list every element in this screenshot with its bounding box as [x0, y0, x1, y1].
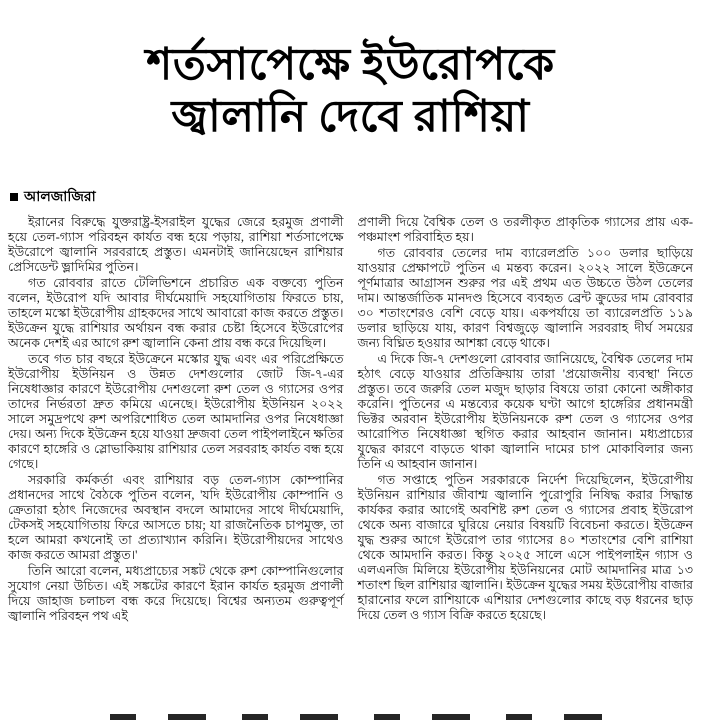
article-headline [0, 29, 701, 145]
article-body [0, 213, 701, 625]
left-column [8, 215, 344, 625]
paragraph: গত সপ্তাহে পুতিন সরকারকে নির্দেশ দিয়েছিলেন, ইউরোপীয় ইউনিয়ন রাশিয়ার জীবাশ্ম জ্বালানি পুরোপুরি নিষিদ্ধ করার সিদ্ধান্ত কার্যকর করার আগেই অবশিষ্ট রুশ তেল ও গ্যাসের প্রবাহ ইউরোপ থেকে অন্য বাজারে ঘুরিয়ে নেয়ার বিষয়টি বিবেচনা করতে। ইউক্রেন যুদ্ধ শুরুর আগে ইউরোপ তার গ্যাসের ৪০ শতাংশের বেশি রাশিয়া থেকে আমদানি করত। কিন্তু ২০২৫ সালে এসে পাইপলাইন গ্যাস ও এলএনজি মিলিয়ে ইউরোপীয় ইউনিয়নের মোট আমদানির মাত্র ১৩ শতাংশ ছিল রাশিয়ার জ্বালানি। ইউক্রেন যুদ্ধের সময় ইউরোপীয় বাজার হারানোর ফলে রাশিয়াকে এশিয়ার দেশগুলোর কাছে বড় ধরনের ছাড় দিয়ে তেল ও গ্যাস বিক্রি করতে হয়েছে। [357, 472, 693, 622]
headline-line-2: জ্বালানি দেবে রাশিয়া [171, 92, 530, 142]
paragraph: তিনি আরো বলেন, মধ্যপ্রাচ্যের সঙ্কট থেকে রুশ কোম্পানিগুলোর সুযোগ নেয়া উচিত। এই সঙ্কটের কারণে ইরান কার্যত হরমুজ প্রণালী দিয়ে জাহাজ চলাচল বন্ধ করে দিয়েছে। বিশ্বের অন্যতম গুরুত্বপূর্ণ জ্বালানি পরিবহন পথ এই [8, 563, 344, 623]
byline [0, 175, 701, 213]
paragraph: এ দিকে জি-৭ দেশগুলো রোববার জানিয়েছে, বৈশ্বিক তেলের দাম হঠাৎ বেড়ে যাওয়ার প্রতিক্রিয়ায় তারা 'প্রয়োজনীয় ব্যবস্থা' নিতে প্রস্তুত। তবে জরুরি তেল মজুদ ছাড়ার বিষয়ে তারা কোনো অঙ্গীকার করেনি। পুতিনের এ মন্তব্যের কয়েক ঘণ্টা আগে হাঙ্গেরির প্রধানমন্ত্রী ভিক্টর অরবান ইউরোপীয় ইউনিয়নকে রুশ তেল ও গ্যাসের ওপর আরোপিত নিষেধাজ্ঞা স্থগিত করার আহবান জানান। মধ্যপ্রাচ্যের যুদ্ধের কারণে বাড়তে থাকা জ্বালানি দামের চাপ মোকাবিলার জন্য তিনি এ আহবান জানান। [357, 351, 693, 471]
paragraph: সরকারি কর্মকর্তা এবং রাশিয়ার বড় তেল-গ্যাস কোম্পানির প্রধানদের সাথে বৈঠকে পুতিন বলেন, 'যদি ইউরোপীয় কোম্পানি ও ক্রেতারা হঠাৎ নিজেদের অবস্থান বদলে আমাদের সাথে দীর্ঘমেয়াদি, টেকসই সহযোগিতায় ফিরে আসতে চায়; যা রাজনৈতিক চাপমুক্ত, তা হলে আমরা কখনোই তা প্রত্যাখ্যান করিনি। ইউরোপীয়দের সাথেও কাজ করতে আমরা প্রস্তুত।' [8, 472, 344, 562]
paragraph: ইরানের বিরুদ্ধে যুক্তরাষ্ট্র-ইসরাইল যুদ্ধের জেরে হরমুজ প্রণালী হয়ে তেল-গ্যাস পরিবহন কার্যত বন্ধ হয়ে পড়ায়, রাশিয়া শর্তসাপেক্ষে ইউরোপে জ্বালানি সরবরাহে প্রস্তুত। এমনটাই জানিয়েছেন রাশিয়ার প্রেসিডেন্ট ভ্লাদিমির পুতিন। [8, 214, 344, 274]
headline-line-1: শর্তসাপেক্ষে ইউরোপকে [146, 40, 555, 90]
paragraph: তবে গত চার বছরে ইউক্রেনে মস্কোর যুদ্ধ এবং এর পরিপ্রেক্ষিতে ইউরোপীয় ইউনিয়ন ও উন্নত দেশগুলোর জোট জি-৭-এর নিষেধাজ্ঞার কারণে ইউরোপীয় দেশগুলো রুশ তেল ও গ্যাসের ওপর তাদের নির্ভরতা দ্রুত কমিয়ে এনেছে। ইউরোপীয় ইউনিয়ন ২০২২ সালে সমুদ্রপথে রুশ অপরিশোধিত তেল আমদানির ওপর নিষেধাজ্ঞা দেয়। অন্য দিকে ইউক্রেন হয়ে যাওয়া দ্রুজবা তেল পাইপলাইনে ক্ষতির কারণে হাঙ্গেরি ও স্লোভাকিয়ায় রাশিয়ার তেল সরবরাহ কার্যত বন্ধ হয়ে গেছে। [8, 351, 344, 471]
paragraph: গত রোববার রাতে টেলিভিশনে প্রচারিত এক বক্তব্যে পুতিন বলেন, ইউরোপ যদি আবার দীর্ঘমেয়াদি সহযোগিতায় ফিরতে চায়, তাহলে মস্কো ইউরোপীয় গ্রাহকদের সাথে আবারো কাজ করতে প্রস্তুত। ইউক্রেন যুদ্ধে রাশিয়ার অর্থায়ন বন্ধ করার চেষ্টা হিসেবে ইউরোপের অনেক দেশই এর আগে রুশ জ্বালানি কেনা প্রায় বন্ধ করে দিয়েছিল। [8, 275, 344, 350]
byline-square-bullet-icon [10, 193, 18, 201]
paragraph: গত রোববার তেলের দাম ব্যারেলপ্রতি ১০০ ডলার ছাড়িয়ে যাওয়ার প্রেক্ষাপটে পুতিন এ মন্তব্য করেন। ২০২২ সালে ইউক্রেনে পূর্ণমাত্রার আগ্রাসন শুরুর পর এই প্রথম এত উচ্চতে উঠল তেলের দাম। আন্তর্জাতিক মানদণ্ড হিসেবে ব্যবহৃত ব্রেন্ট ক্রুডের দাম রোববার ৩০ শতাংশেরও বেশি বেড়ে যায়। একপর্যায়ে তা ব্যারেলপ্রতি ১১৯ ডলার ছাড়িয়ে যায়, কারণ বিশ্বজুড়ে জ্বালানি সরবরাহ দীর্ঘ সময়ের জন্য বিঘ্নিত হওয়ার আশঙ্কা বেড়ে থাকে। [357, 245, 693, 350]
right-column [358, 215, 694, 625]
cropped-next-article-edge [110, 714, 611, 720]
byline-source: আলজাজিরা [24, 189, 96, 205]
paragraph-continuation: প্রণালী দিয়ে বৈশ্বিক তেল ও তরলীকৃত প্রাকৃতিক গ্যাসের প্রায় এক-পঞ্চমাংশ পরিবাহিত হয়। [357, 214, 693, 244]
